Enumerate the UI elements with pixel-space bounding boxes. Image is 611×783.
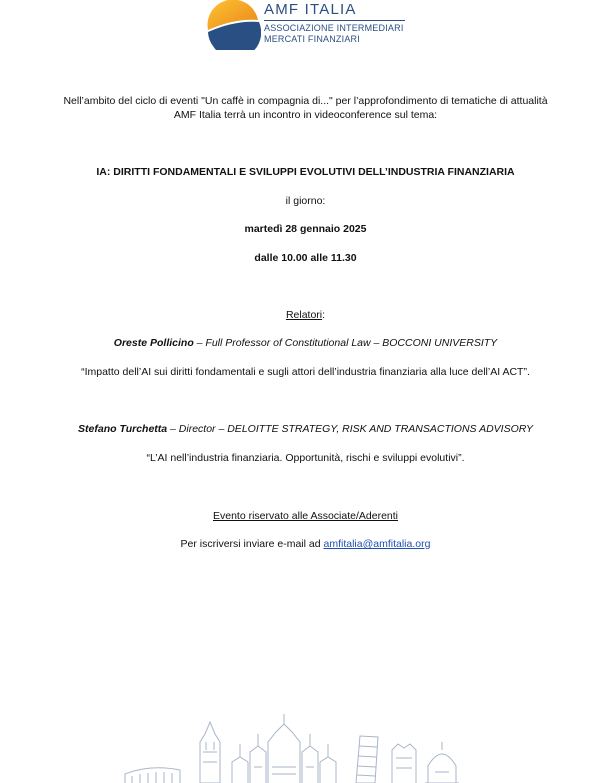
signup-line bbox=[0, 537, 611, 551]
speaker-1-talk: “Impatto dell’AI sui diritti fondamentali e sugli attori dell’industria finanziaria alla luce dell’AI ACT”. bbox=[81, 366, 530, 378]
logo-name: AMF ITALIA bbox=[264, 1, 357, 18]
email-link[interactable]: amfitalia@amfitalia.org bbox=[323, 538, 431, 550]
speaker-2 bbox=[0, 422, 611, 436]
speakers-heading-label: Relatori bbox=[285, 309, 323, 321]
logo-subtitle-line-1: ASSOCIAZIONE INTERMEDIARI bbox=[264, 23, 404, 33]
event-time: dalle 10.00 alle 11.30 bbox=[254, 252, 357, 264]
signup-text: Per iscriversi inviare e-mail ad bbox=[180, 538, 324, 550]
speaker-2-name: Stefano Turchetta bbox=[78, 423, 168, 435]
city-skyline-illustration bbox=[0, 712, 611, 783]
amf-italia-logo bbox=[205, 0, 405, 50]
speaker-2-role: – Director – DELOITTE STRATEGY, RISK AND TRANSACTIONS ADVISORY bbox=[167, 423, 533, 435]
event-title: IA: DIRITTI FONDAMENTALI E SVILUPPI EVOLUTIVI DELL’INDUSTRIA FINANZIARIA bbox=[96, 166, 515, 178]
logo-divider bbox=[264, 20, 405, 21]
speaker-1-role: – Full Professor of Constitutional Law – BOCCONI UNIVERSITY bbox=[193, 337, 498, 349]
speakers-heading-colon: : bbox=[322, 309, 326, 321]
reserved-event-note: Evento riservato alle Associate/Aderenti bbox=[212, 510, 399, 522]
speaker-2-talk: “L’AI nell’industria finanziaria. Opportunità, rischi e sviluppi evolutivi”. bbox=[146, 452, 465, 464]
speakers-heading bbox=[0, 308, 611, 322]
logo-emblem-icon bbox=[205, 0, 261, 50]
intro-line-2: AMF Italia terrà un incontro in videoconference sul tema: bbox=[173, 109, 438, 121]
intro-line-1: Nell’ambito del ciclo di eventi "Un caffè in compagnia di..." per l’approfondimento di tematiche di attualità bbox=[63, 95, 548, 107]
event-date: martedì 28 gennaio 2025 bbox=[244, 223, 367, 235]
speaker-1 bbox=[0, 336, 611, 350]
event-day-label: il giorno: bbox=[285, 195, 326, 207]
logo-subtitle-line-2: MERCATI FINANZIARI bbox=[264, 34, 360, 44]
speaker-1-name: Oreste Pollicino bbox=[113, 337, 194, 349]
